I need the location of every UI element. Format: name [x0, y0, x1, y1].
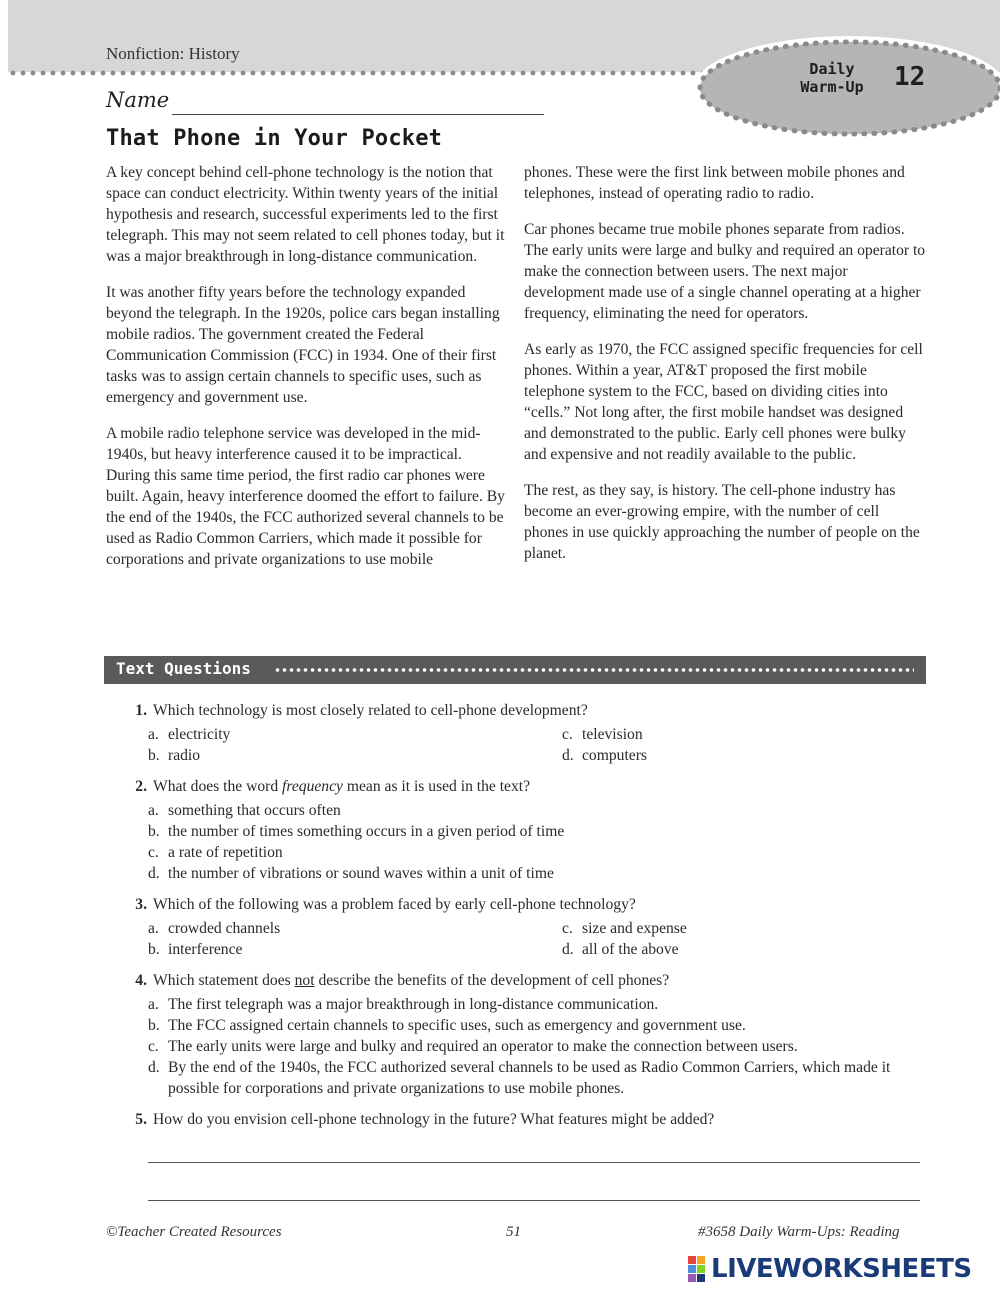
option-text: electricity [168, 726, 231, 743]
header-dotted-rule [8, 70, 708, 76]
passage-paragraph: phones. These were the first link between mobile phones and telephones, instead of operating radio to radio. [524, 164, 905, 202]
answer-option[interactable] [562, 939, 862, 960]
answer-option[interactable] [562, 724, 862, 745]
question-text: Which of the following was a problem faced by early cell-phone technology? [153, 896, 636, 913]
badge-number: 12 [894, 62, 926, 92]
question-term: frequency [282, 778, 343, 795]
answer-option[interactable] [148, 800, 926, 821]
footer-publisher: ©Teacher Created Resources [106, 1224, 282, 1240]
question-text-end: mean as it is used in the text? [342, 778, 531, 795]
passage-column-right [524, 162, 926, 579]
passage-paragraph: It was another fifty years before the technology expanded beyond the telegraph. In the 1920s, police cars began installing mobile radios. The government created the Federal Communication Commission (FCC) in 1934. One of their first tasks was to assign certain channels to specific uses, such as emergency and government use. [106, 284, 500, 406]
question-text [148, 776, 530, 797]
option-text: a rate of repetition [168, 844, 283, 861]
badge-label [784, 60, 880, 96]
liveworksheets-text: LIVEWORKSHEETS [711, 1254, 972, 1284]
question-5 [106, 1109, 926, 1130]
option-text: something that occurs often [168, 802, 341, 819]
question-text-start: Which statement does [153, 972, 295, 989]
option-letter: a. [148, 802, 159, 819]
question-number: 1. [135, 702, 147, 719]
text-questions-bar [104, 656, 926, 684]
answer-option[interactable] [148, 724, 562, 745]
answer-line-1[interactable] [148, 1162, 920, 1163]
badge-line-daily: Daily [809, 60, 855, 78]
liveworksheets-watermark [688, 1254, 972, 1284]
passage-paragraph: A mobile radio telephone service was developed in the mid-1940s, but heavy interference caused it to be impractical. During this same time period, the first radio car phones were built. Again, heavy interference doomed the effort to failure. By the end of the 1940s, the FCC authorized several channels to be used as Radio Common Carriers, which made it possible for corporations and private organizations to use mobile [106, 425, 505, 568]
footer-book-title: #3658 Daily Warm-Ups: Reading [698, 1224, 900, 1240]
option-letter: a. [148, 726, 159, 743]
question-4 [106, 970, 926, 1099]
option-text: all of the above [582, 941, 679, 958]
question-emphasis: not [294, 972, 315, 989]
option-letter: d. [562, 747, 574, 764]
passage-paragraph: Car phones became true mobile phones separate from radios. The early units were large and bulky and required an operator to make the connection between users. The next major development made use of a single channel operating at a higher frequency, eliminating the need for operators. [524, 221, 926, 322]
answer-option[interactable] [148, 939, 562, 960]
question-text: Which technology is most closely related to cell-phone development? [153, 702, 588, 719]
option-text: size and expense [582, 920, 687, 937]
answer-option[interactable] [148, 821, 926, 842]
option-text: The FCC assigned certain channels to specific uses, such as emergency and government use. [168, 1017, 746, 1034]
option-text: interference [168, 941, 243, 958]
answer-option[interactable] [148, 994, 926, 1015]
category-label: Nonfiction: History [106, 44, 240, 63]
answer-option[interactable] [148, 1036, 926, 1057]
question-number: 3. [135, 896, 147, 913]
name-label: Name [106, 88, 170, 112]
question-text-end: describe the benefits of the development of cell phones? [314, 972, 670, 989]
answer-option[interactable] [562, 918, 862, 939]
option-text: the number of times something occurs in a given period of time [168, 823, 565, 840]
passage-paragraph: The rest, as they say, is history. The cell-phone industry has become an ever-growing empire, with the number of cell phones in use quickly approaching the number of people on the planet. [524, 482, 920, 562]
liveworksheets-logo-icon [688, 1256, 705, 1282]
answer-option[interactable] [148, 918, 562, 939]
option-letter: b. [148, 747, 160, 764]
answer-option[interactable] [148, 745, 562, 766]
option-text: the number of vibrations or sound waves within a unit of time [168, 865, 554, 882]
option-letter: b. [148, 823, 160, 840]
option-text: The early units were large and bulky and required an operator to make the connection between users. [168, 1038, 798, 1055]
daily-warm-up-badge [690, 32, 1000, 144]
name-input-line[interactable] [172, 114, 544, 115]
option-letter: c. [148, 1038, 159, 1055]
option-letter: c. [148, 844, 159, 861]
option-letter: b. [148, 1017, 160, 1034]
option-text: By the end of the 1940s, the FCC authorized several channels to be used as Radio Common Carriers, which made it possible for corporations and private organizations to use mobile phones. [168, 1059, 891, 1097]
option-text: computers [582, 747, 647, 764]
answer-option[interactable] [148, 1057, 926, 1099]
question-text [148, 970, 669, 991]
answer-option[interactable] [148, 1015, 926, 1036]
option-letter: c. [562, 920, 573, 937]
passage-paragraph: A key concept behind cell-phone technology is the notion that space can conduct electricity. Within twenty years of the initial hypothesis and research, successful experiments led to the first telegraph. This may not seem related to cell phones today, but it was a major breakthrough in long-distance communication. [106, 164, 505, 265]
question-2 [106, 776, 926, 884]
question-text-start: What does the word [153, 778, 283, 795]
question-3 [106, 894, 926, 960]
option-text: crowded channels [168, 920, 281, 937]
option-letter: d. [148, 1059, 160, 1076]
page-title: That Phone in Your Pocket [106, 126, 443, 151]
question-number: 2. [135, 778, 147, 795]
option-text: television [582, 726, 643, 743]
text-questions-dots [274, 667, 914, 673]
option-letter: a. [148, 920, 159, 937]
answer-option[interactable] [562, 745, 862, 766]
option-letter: d. [148, 865, 160, 882]
answer-option[interactable] [148, 842, 926, 863]
badge-line-warm-up: Warm-Up [800, 78, 864, 96]
question-number: 4. [135, 972, 147, 989]
option-letter: d. [562, 941, 574, 958]
passage-paragraph: As early as 1970, the FCC assigned specific frequencies for cell phones. Within a year, AT&T proposed the first mobile telephone system to the FCC, based on dividing cities into “cells.” Not long after, the first mobile handset was designed and demonstrated to the public. Early cell phones were bulky and expensive and not readily available to the public. [524, 341, 923, 463]
option-text: radio [168, 747, 201, 764]
answer-option[interactable] [148, 863, 926, 884]
option-letter: c. [562, 726, 573, 743]
text-questions-label: Text Questions [116, 659, 251, 678]
passage-column-left [106, 162, 508, 585]
answer-line-2[interactable] [148, 1200, 920, 1201]
footer-page-number: 51 [506, 1224, 521, 1240]
question-text: How do you envision cell-phone technology in the future? What features might be added? [153, 1111, 715, 1128]
option-letter: a. [148, 996, 159, 1013]
option-letter: b. [148, 941, 160, 958]
question-number: 5. [135, 1111, 147, 1128]
questions-list [106, 700, 926, 1140]
option-text: The first telegraph was a major breakthrough in long-distance communication. [168, 996, 659, 1013]
question-1 [106, 700, 926, 766]
